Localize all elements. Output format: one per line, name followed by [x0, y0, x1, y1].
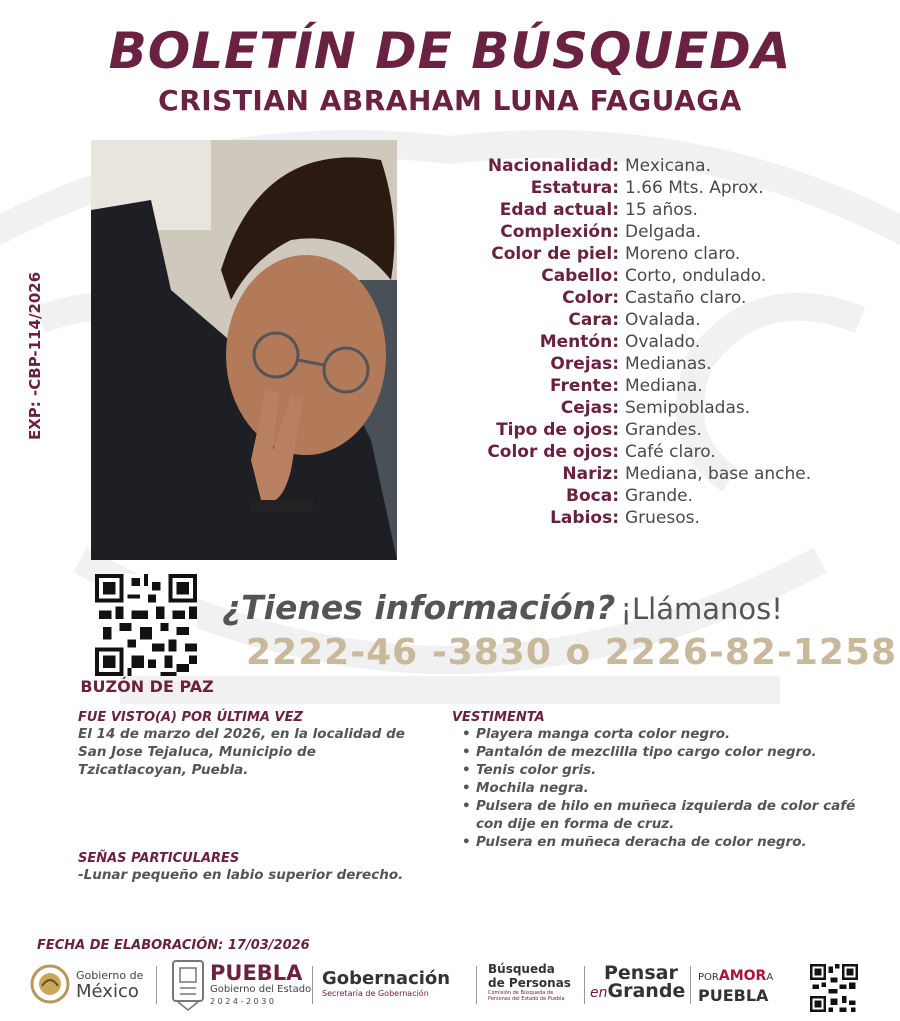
list-item: • Tenis color gris. [452, 761, 872, 779]
busqueda-subtitle: Comisión de Búsqueda de Personas del Estado de Puebla [488, 990, 565, 1002]
gobernacion-logo [322, 968, 450, 998]
spec-value: Mediana. [625, 376, 703, 396]
spec-row [400, 441, 880, 463]
last-seen-heading: FUE VISTO(A) POR ÚLTIMA VEZ [78, 710, 303, 725]
missing-person-name: CRISTIAN ABRAHAM LUNA FAGUAGA [158, 84, 742, 117]
spec-value: Semipobladas. [625, 398, 751, 418]
list-item: • Mochila negra. [452, 779, 872, 797]
spec-row [400, 507, 880, 529]
gob-mexico-line1: Gobierno de [76, 969, 144, 982]
spec-label: Color: [562, 288, 619, 308]
spec-row [400, 419, 880, 441]
puebla-logo [170, 958, 311, 1012]
spec-value: Ovalada. [625, 310, 701, 330]
spec-row [400, 309, 880, 331]
poramor-a: A [766, 972, 774, 983]
busqueda-personas-logo [488, 962, 571, 1002]
gobernacion-name: Gobernación [322, 968, 451, 989]
spec-row [400, 331, 880, 353]
gobierno-mexico-logo [30, 962, 143, 1006]
spec-value: Castaño claro. [625, 288, 747, 308]
clothing-section [452, 710, 872, 851]
spec-row [400, 463, 880, 485]
poramor-puebla: PUEBLA [698, 986, 769, 1005]
spec-value: 15 años. [625, 200, 698, 220]
qr-code-small-icon[interactable] [810, 964, 858, 1012]
spec-label: Nacionalidad: [487, 156, 619, 176]
spec-label: Tipo de ojos: [496, 420, 619, 440]
poramor-por: POR [698, 972, 719, 983]
last-seen-section [78, 710, 423, 779]
spec-value: Mediana, base anche. [625, 464, 812, 484]
bulletin-title: BOLETÍN DE BÚSQUEDA [108, 22, 792, 80]
spec-value: Grande. [625, 486, 694, 506]
gob-mexico-line2: México [76, 981, 139, 1002]
spec-label: Mentón: [539, 332, 619, 352]
puebla-name: PUEBLA [210, 961, 303, 985]
spec-row [400, 287, 880, 309]
spec-value: Gruesos. [625, 508, 700, 528]
spec-row [400, 155, 880, 177]
pensar-line2: en [590, 985, 608, 1001]
clothing-heading: VESTIMENTA [452, 710, 545, 725]
spec-row [400, 199, 880, 221]
spec-label: Orejas: [550, 354, 619, 374]
spec-value: Medianas. [625, 354, 712, 374]
question-text: ¿Tienes información? [222, 588, 616, 627]
distinguishing-marks-section [78, 851, 438, 884]
spec-label: Nariz: [562, 464, 619, 484]
list-item: • Playera manga corta color negro. [452, 725, 872, 743]
buzon-de-paz-label: BUZÓN DE PAZ [80, 677, 214, 696]
spec-row [400, 265, 880, 287]
spec-row [400, 177, 880, 199]
busqueda-line2: de Personas [488, 976, 571, 990]
spec-label: Labios: [550, 508, 619, 528]
spec-value: Ovalado. [625, 332, 701, 352]
pensar-en-grande-logo [590, 964, 685, 1002]
pensar-line3: Grande [607, 980, 686, 1002]
spec-row [400, 397, 880, 419]
spec-value: Delgada. [625, 222, 702, 242]
expediente-number: EXP: -CBP-114/2026 [26, 271, 44, 440]
spec-label: Cejas: [560, 398, 619, 418]
clothing-list [452, 725, 872, 851]
spec-label: Cabello: [541, 266, 619, 286]
spec-value: Moreno claro. [625, 244, 741, 264]
missing-person-photo [91, 140, 397, 560]
spec-value: Mexicana. [625, 156, 711, 176]
puebla-shield-icon [170, 958, 206, 1012]
spec-value: Grandes. [625, 420, 702, 440]
spec-value: Corto, ondulado. [625, 266, 767, 286]
phone-numbers[interactable]: 2222-46 -3830 o 2226-82-1258 [246, 632, 898, 673]
list-item: • Pulsera de hilo en muñeca izquierda de color café con dije en forma de cruz. [452, 797, 872, 833]
puebla-subtitle: Gobierno del Estado [210, 984, 312, 995]
marks-heading: SEÑAS PARTICULARES [78, 851, 240, 866]
spec-label: Estatura: [530, 178, 619, 198]
physical-description-list [400, 155, 880, 529]
spec-label: Complexión: [500, 222, 619, 242]
mexico-shield-icon [30, 962, 70, 1006]
gobernacion-subtitle: Secretaría de Gobernación [322, 989, 429, 998]
spec-label: Frente: [550, 376, 619, 396]
spec-value: 1.66 Mts. Aprox. [625, 178, 764, 198]
spec-label: Cara: [568, 310, 619, 330]
pensar-line1: Pensar [604, 962, 678, 984]
call-text: ¡Llámanos! [620, 592, 783, 626]
spec-row [400, 353, 880, 375]
spec-label: Boca: [566, 486, 619, 506]
spec-row [400, 221, 880, 243]
spec-label: Edad actual: [499, 200, 619, 220]
spec-row [400, 375, 880, 397]
spec-label: Color de piel: [491, 244, 619, 264]
list-item: • Pantalón de mezclilla tipo cargo color negro. [452, 743, 872, 761]
spec-row [400, 243, 880, 265]
list-item: • Pulsera en muñeca deracha de color negro. [452, 833, 872, 851]
puebla-years: 2 0 2 4 - 2 0 3 0 [210, 997, 274, 1006]
busqueda-line1: Búsqueda [488, 962, 555, 976]
qr-code-icon[interactable] [95, 574, 197, 676]
spec-row [400, 485, 880, 507]
poramor-amor: AMOR [718, 968, 767, 984]
spec-label: Color de ojos: [487, 442, 619, 462]
last-seen-text: El 14 de marzo del 2026, en la localidad de San Jose Tejaluca, Municipio de Tzicatlacoyan, Puebla. [78, 726, 405, 778]
por-amor-a-puebla-logo [698, 966, 773, 1005]
spec-value: Café claro. [625, 442, 716, 462]
footer-logos [30, 958, 870, 1013]
marks-text: -Lunar pequeño en labio superior derecho. [78, 867, 404, 883]
contact-prompt [222, 588, 783, 627]
creation-date: FECHA DE ELABORACIÓN: 17/03/2026 [37, 938, 310, 953]
